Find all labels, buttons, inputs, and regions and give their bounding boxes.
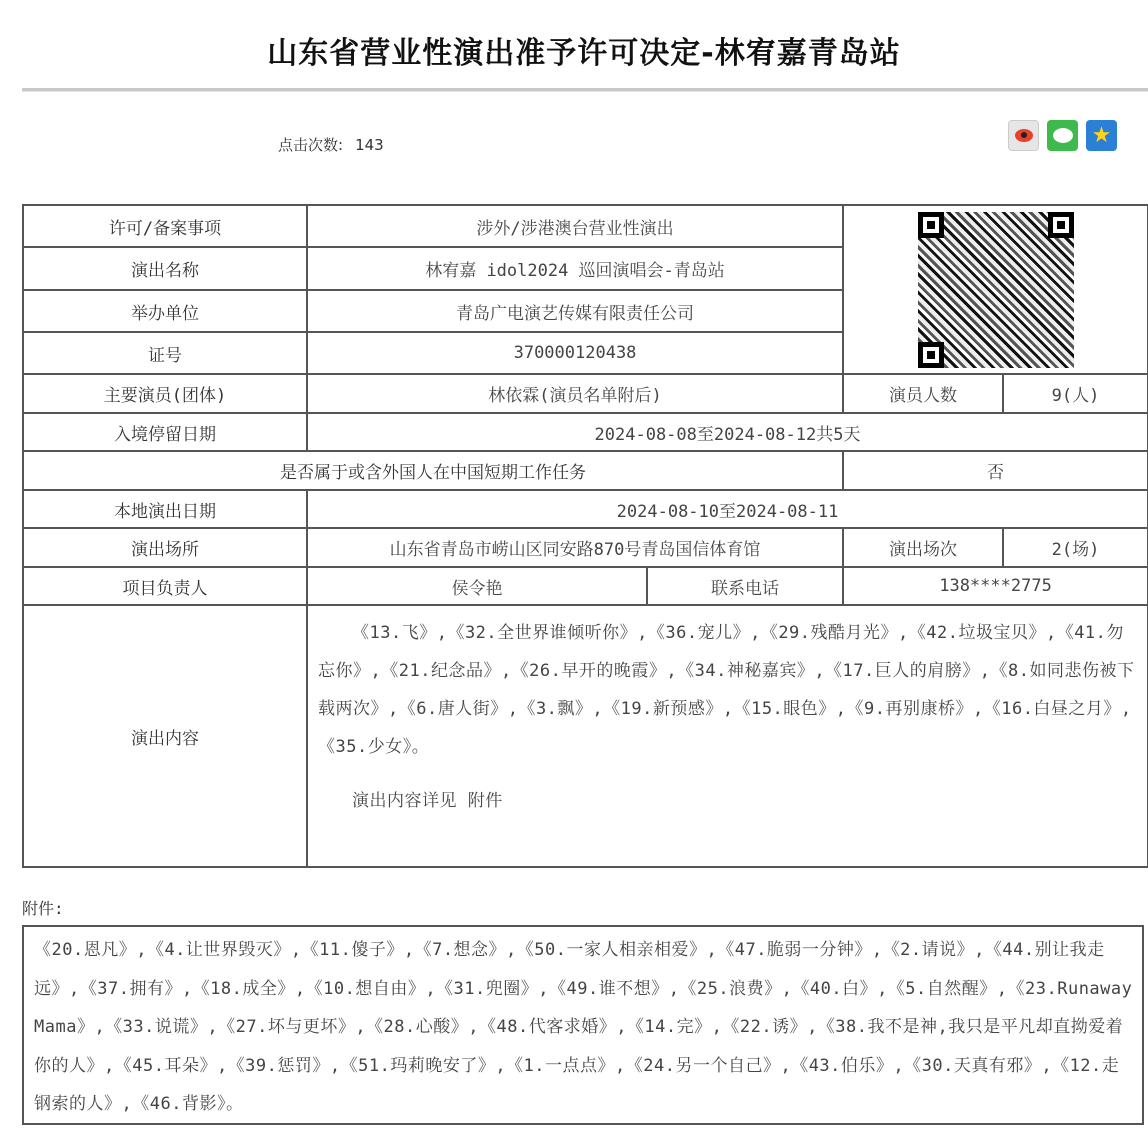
- license-item-value: 涉外/涉港澳台营业性演出: [307, 205, 843, 247]
- weibo-icon[interactable]: [1008, 120, 1039, 151]
- click-count-label: 点击次数:: [278, 136, 344, 154]
- attachment-label: 附件:: [22, 899, 64, 918]
- attachment-content: 《20.恩凡》,《4.让世界毁灭》,《11.傻子》,《7.想念》,《50.一家人相亲相爱》,《47.脆弱一分钟》,《2.请说》,《44.别让我走远》,《37.拥有》,《18.成全》,《10.想自由》,《31.兜圈》,《49.谁不想》,《25.浪费》,《40.白》,《5.自然醒》,《23.Runaway Mama》,《33.说谎》,《27.坏与更坏》,《28.心酸》,《48.代客求婚》,《14.完》,《22.诱》,《38.我不是神,我只是平凡却直拗爱着你的人》,《45.耳朵》,《39.惩罚》,《51.玛莉晚安了》,《1.一点点》,《24.另一个自己》,《43.伯乐》,《30.天真有邪》,《12.走钢索的人》,《46.背影》。: [22, 925, 1144, 1125]
- qr-code-cell: [843, 205, 1148, 374]
- page-title: 山东省营业性演出准予许可决定-林宥嘉青岛站: [267, 36, 901, 71]
- share-bar: [1008, 120, 1117, 151]
- short-term-value: 否: [843, 451, 1148, 490]
- content-note: 演出内容详见 附件: [352, 791, 503, 811]
- qr-code-image: [918, 212, 1074, 368]
- content-value: [307, 605, 1148, 867]
- main-performer-value: 林依霖(演员名单附后): [307, 374, 843, 413]
- click-counter: [278, 134, 384, 155]
- main-performer-label: 主要演员(团体): [23, 374, 307, 413]
- license-item-label: 许可/备案事项: [23, 205, 307, 247]
- entry-stay-value: 2024-08-08至2024-08-12共5天: [307, 413, 1148, 451]
- entry-stay-label: 入境停留日期: [23, 413, 307, 451]
- sessions-label: 演出场次: [843, 528, 1003, 567]
- sessions-value: 2(场): [1003, 528, 1148, 567]
- phone-label: 联系电话: [647, 567, 843, 605]
- click-count-value: 143: [355, 136, 384, 154]
- venue-value: 山东省青岛市崂山区同安路870号青岛国信体育馆: [307, 528, 843, 567]
- organizer-label: 举办单位: [23, 290, 307, 332]
- cert-no-label: 证号: [23, 332, 307, 374]
- license-table: [22, 204, 1148, 868]
- show-name-label: 演出名称: [23, 247, 307, 290]
- favorite-icon[interactable]: ★: [1086, 120, 1117, 151]
- wechat-icon[interactable]: [1047, 120, 1078, 151]
- content-song-list: 《13.飞》,《32.全世界谁倾听你》,《36.宠儿》,《29.残酷月光》,《42.垃圾宝贝》,《41.勿忘你》,《21.纪念品》,《26.早开的晚霞》,《34.神秘嘉宾》,《17.巨人的肩膀》,《8.如同悲伤被下载两次》,《6.唐人街》,《3.飘》,《19.新预感》,《15.眼色》,《9.再别康桥》,《16.白昼之月》,《35.少女》。: [318, 623, 1135, 757]
- show-name-value: 林宥嘉 idol2024 巡回演唱会-青岛站: [307, 247, 843, 290]
- manager-value: 侯令艳: [307, 567, 647, 605]
- performer-count-value: 9(人): [1003, 374, 1148, 413]
- local-dates-label: 本地演出日期: [23, 490, 307, 528]
- cert-no-value: 370000120438: [307, 332, 843, 374]
- venue-label: 演出场所: [23, 528, 307, 567]
- title-divider: [22, 88, 1148, 92]
- short-term-label: 是否属于或含外国人在中国短期工作任务: [23, 451, 843, 490]
- performer-count-label: 演员人数: [843, 374, 1003, 413]
- local-dates-value: 2024-08-10至2024-08-11: [307, 490, 1148, 528]
- organizer-value: 青岛广电演艺传媒有限责任公司: [307, 290, 843, 332]
- manager-label: 项目负责人: [23, 567, 307, 605]
- content-label: 演出内容: [23, 605, 307, 867]
- phone-value: 138****2775: [843, 567, 1148, 605]
